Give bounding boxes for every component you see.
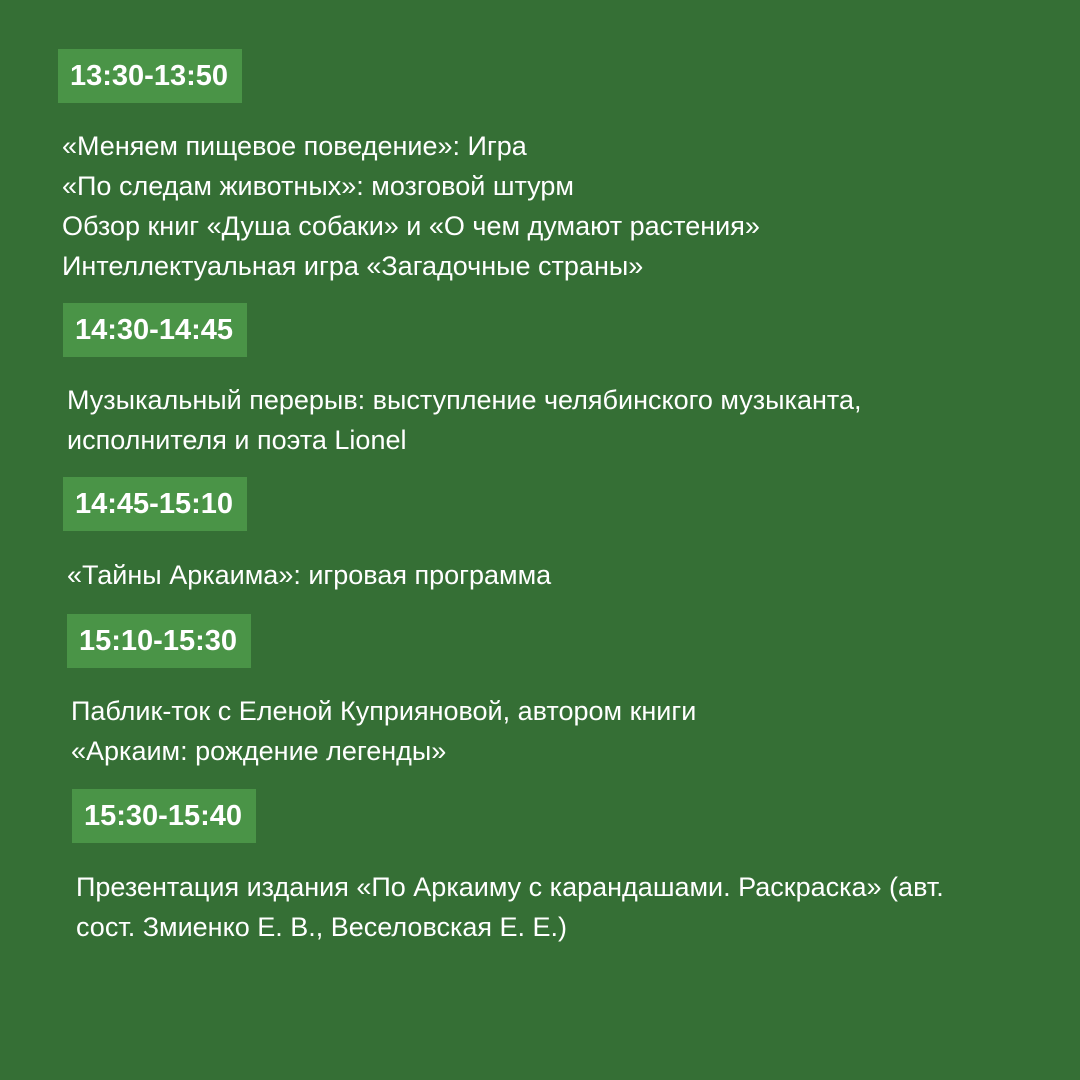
description-line: Музыкальный перерыв: выступление челябинского музыканта, [67, 385, 862, 415]
description-line: исполнителя и поэта Lionel [67, 425, 407, 455]
description-line: «Меняем пищевое поведение»: Игра [62, 131, 527, 161]
time-badge-4: 15:10-15:30 [67, 614, 251, 668]
time-badge-2: 14:30-14:45 [63, 303, 247, 357]
description-line: сост. Змиенко Е. В., Веселовская Е. Е.) [76, 912, 568, 942]
description-line: «Аркаим: рождение легенды» [71, 736, 447, 766]
description-line: Паблик-ток с Еленой Куприяновой, автором книги [71, 696, 697, 726]
time-badge-3: 14:45-15:10 [63, 477, 247, 531]
description-line: «Тайны Аркаима»: игровая программа [67, 560, 552, 590]
event-description-5 [76, 867, 944, 947]
description-line: «По следам животных»: мозговой штурм [62, 171, 574, 201]
description-line: Интеллектуальная игра «Загадочные страны» [62, 251, 644, 281]
event-description-2 [67, 380, 861, 460]
description-line: Презентация издания «По Аркаиму с карандашами. Раскраска» (авт. [76, 872, 944, 902]
description-line: Обзор книг «Душа собаки» и «О чем думают растения» [62, 211, 760, 241]
time-badge-1: 13:30-13:50 [58, 49, 242, 103]
event-description-1 [62, 126, 760, 286]
time-badge-5: 15:30-15:40 [72, 789, 256, 843]
event-description-3 [67, 555, 551, 595]
event-description-4 [71, 691, 696, 771]
